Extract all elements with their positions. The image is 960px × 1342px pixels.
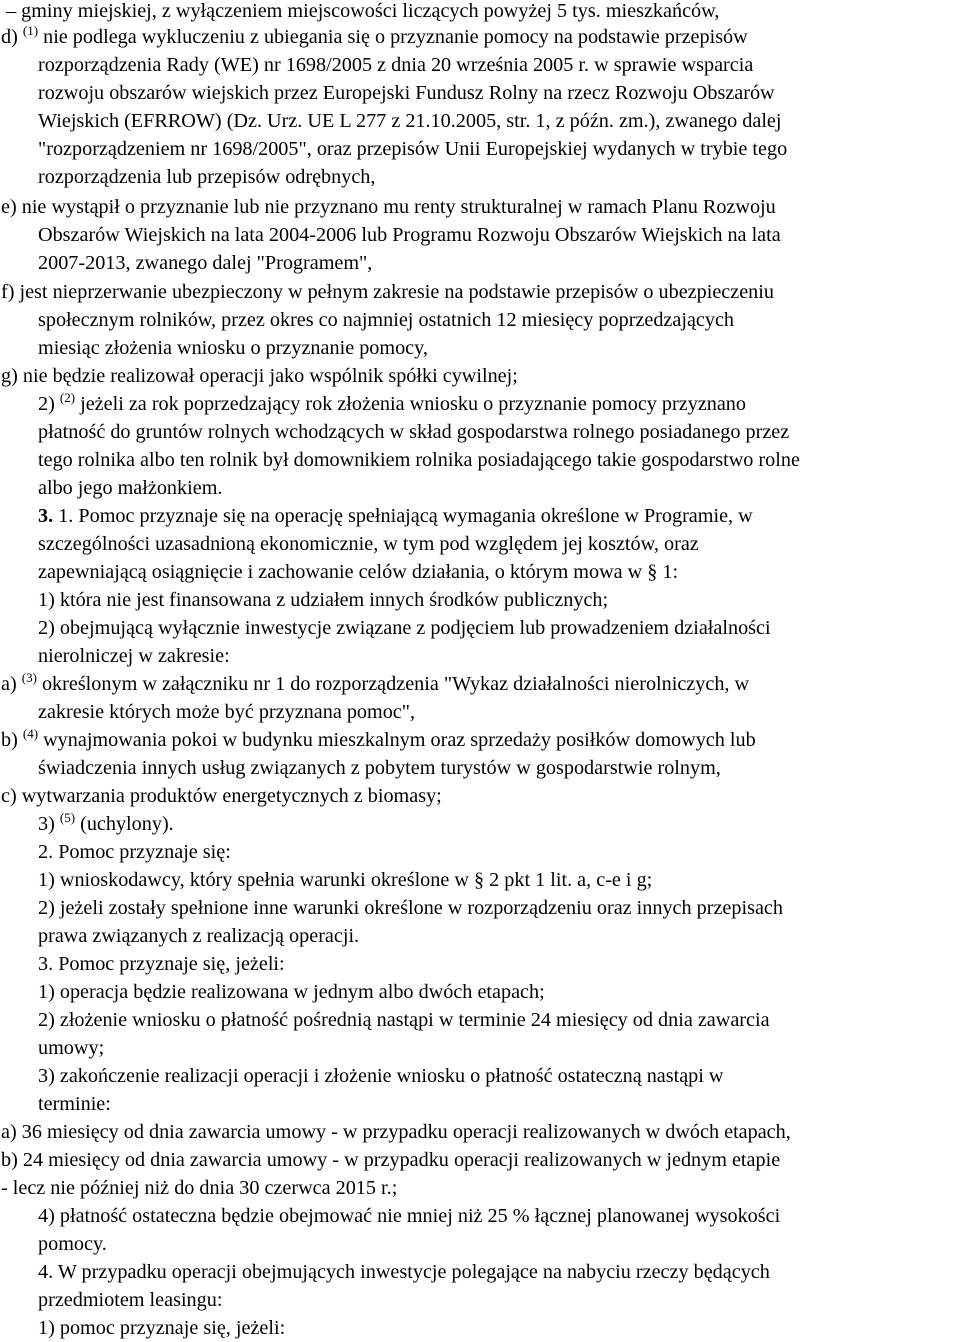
text-line: "rozporządzeniem nr 1698/2005", oraz przepisów Unii Europejskiej wydanych w trybie tego — [38, 138, 788, 160]
text-line: 4. W przypadku operacji obejmujących inwestycje polegające na nabyciu rzeczy będących — [38, 1261, 770, 1283]
text-line: 2) $^{(2)}$ jeżeli za rok poprzedzający rok złożenia wniosku o przyznanie pomocy przyznano — [38, 390, 746, 415]
text-line: 3. 1. Pomoc przyznaje się na operację spełniającą wymagania określone w Programie, w — [38, 505, 753, 527]
text-line: 2) złożenie wniosku o płatność pośrednią nastąpi w terminie 24 miesięcy od dnia zawarcia — [38, 1009, 770, 1031]
text-line: - lecz nie później niż do dnia 30 czerwca 2015 r.; — [1, 1177, 398, 1199]
text-line: umowy; — [38, 1037, 105, 1059]
text-line: 2007-2013, zwanego dalej "Programem", — [38, 252, 373, 274]
footnote-ref: (3) — [21, 670, 37, 685]
footnote-ref: (5) — [59, 810, 76, 825]
text-line: 3) zakończenie realizacji operacji i złożenie wniosku o płatność ostateczną nastąpi w — [38, 1065, 724, 1087]
text-line: a) $^{(3)}$ określonym w załączniku nr 1 do rozporządzenia "Wykaz działalności nierolniczych, w — [1, 670, 750, 695]
text-line: nierolniczej w zakresie: — [38, 645, 230, 667]
text-line: c) wytwarzania produktów energetycznych z biomasy; — [1, 785, 442, 807]
section-number: 3. — [38, 505, 54, 527]
text-line: przedmiotem leasingu: — [38, 1289, 223, 1311]
text-line: 2. Pomoc przyznaje się: — [38, 841, 231, 863]
text-line: 2) jeżeli zostały spełnione inne warunki określone w rozporządzeniu oraz innych przepisach — [38, 897, 783, 919]
text-line: rozporządzenia lub przepisów odrębnych, — [38, 166, 376, 188]
text-line: terminie: — [38, 1093, 111, 1115]
text-line: tego rolnika albo ten rolnik był domownikiem rolnika posiadającego takie gospodarstwo rolne — [38, 449, 800, 471]
text-line: Obszarów Wiejskich na lata 2004-2006 lub Programu Rozwoju Obszarów Wiejskich na lata — [38, 224, 781, 246]
text-line: 1) która nie jest finansowana z udziałem innych środków publicznych; — [38, 589, 609, 611]
text-line: Wiejskich (EFRROW) (Dz. Urz. UE L 277 z 21.10.2005, str. 1, z późn. zm.), zwanego dalej — [38, 110, 782, 132]
text-line: albo jego małżonkiem. — [38, 477, 223, 499]
item-label: 2) — [38, 393, 60, 415]
item-label: a) — [1, 673, 22, 695]
footnote-ref: (1) — [22, 23, 39, 38]
footnote-ref: (2) — [59, 390, 76, 405]
text-line: miesiąc złożenia wniosku o przyznanie pomocy, — [38, 337, 428, 359]
text-line: prawa związanych z realizacją operacji. — [38, 925, 360, 947]
text-line: a) 36 miesięcy od dnia zawarcia umowy - w przypadku operacji realizowanych w dwóch etapach, — [1, 1121, 791, 1143]
item-label: d) — [1, 26, 23, 48]
text-line: d) $^{(1)}$ nie podlega wykluczeniu z ubiegania się o przyznanie pomocy na podstawie przepisów — [1, 23, 748, 48]
text-line: 4) płatność ostateczna będzie obejmować nie mniej niż 25 % łącznej planowanej wysokości — [38, 1205, 781, 1227]
text-line: g) nie będzie realizował operacji jako wspólnik spółki cywilnej; — [1, 365, 518, 387]
text-line: e) nie wystąpił o przyznanie lub nie przyznano mu renty strukturalnej w ramach Planu Rozwoju — [1, 196, 776, 218]
text-line: 3) $^{(5)}$ (uchylony). — [38, 810, 174, 835]
text-line: 1) operacja będzie realizowana w jednym albo dwóch etapach; — [38, 981, 545, 1003]
text-line: b) 24 miesięcy od dnia zawarcia umowy - w przypadku operacji realizowanych w jednym etapie — [1, 1149, 781, 1171]
text-line: – gminy miejskiej, z wyłączeniem miejscowości liczących powyżej 5 tys. mieszkańców, — [6, 0, 720, 22]
text-line: szczególności uzasadnioną ekonomicznie, w tym pod względem jej kosztów, oraz — [38, 533, 699, 555]
text-line: zakresie których może być przyznana pomoc", — [38, 701, 416, 723]
text-line: 1) pomoc przyznaje się, jeżeli: — [38, 1317, 286, 1339]
item-label: b) — [1, 729, 23, 751]
text-line: płatność do gruntów rolnych wchodzących w skład gospodarstwa rolnego posiadanego przez — [38, 421, 790, 443]
text-line: świadczenia innych usług związanych z pobytem turystów w gospodarstwie rolnym, — [38, 757, 721, 779]
text-line: społecznym rolników, przez okres co najmniej ostatnich 12 miesięcy poprzedzających — [38, 309, 735, 331]
footnote-ref: (4) — [22, 726, 39, 741]
text-line: 1) wnioskodawcy, który spełnia warunki określone w § 2 pkt 1 lit. a, c-e i g; — [38, 869, 653, 891]
item-label: 3) — [38, 813, 60, 835]
text-line: zapewniającą osiągnięcie i zachowanie celów działania, o którym mowa w § 1: — [38, 561, 679, 583]
text-line: b) $^{(4)}$ wynajmowania pokoi w budynku mieszkalnym oraz sprzedaży posiłków domowych lub — [1, 726, 756, 751]
text-line: pomocy. — [38, 1233, 107, 1255]
text-line: f) jest nieprzerwanie ubezpieczony w pełnym zakresie na podstawie przepisów o ubezpieczeniu — [1, 281, 774, 303]
text-line: 3. Pomoc przyznaje się, jeżeli: — [38, 953, 285, 975]
text-line: 2) obejmującą wyłącznie inwestycje związane z podjęciem lub prowadzeniem działalności — [38, 617, 771, 639]
text-line: rozporządzenia Rady (WE) nr 1698/2005 z dnia 20 września 2005 r. w sprawie wsparcia — [38, 54, 754, 76]
text-line: rozwoju obszarów wiejskich przez Europejski Fundusz Rolny na rzecz Rozwoju Obszarów — [38, 82, 775, 104]
